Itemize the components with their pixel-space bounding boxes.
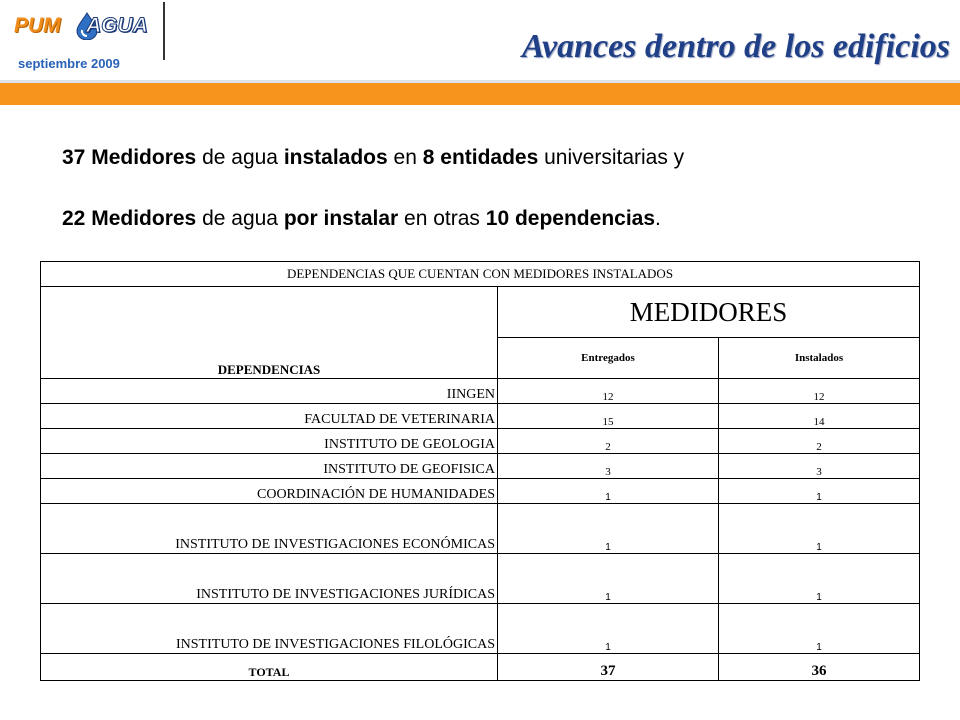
entregados-value: 2 xyxy=(498,429,719,454)
intro-text: de agua xyxy=(196,207,284,230)
table-row xyxy=(41,379,920,404)
instalados-value: 12 xyxy=(718,379,919,404)
intro-text: de agua xyxy=(196,146,284,169)
entregados-value: 1 xyxy=(498,554,719,604)
intro-bold: instalados xyxy=(283,146,388,169)
entregados-value: 1 xyxy=(498,479,719,504)
instalados-value: 1 xyxy=(718,604,919,654)
total-entregados: 37 xyxy=(498,654,719,681)
total-label: TOTAL xyxy=(41,654,498,681)
table-row xyxy=(41,479,920,504)
intro-number: 22 xyxy=(62,207,86,230)
total-instalados: 36 xyxy=(718,654,919,681)
dependencia-name: INSTITUTO DE INVESTIGACIONES ECONÓMICAS xyxy=(41,504,498,554)
header-divider xyxy=(163,2,165,60)
intro-text: universitarias y xyxy=(538,146,685,169)
dependencia-name: IINGEN xyxy=(41,379,498,404)
instalados-value: 1 xyxy=(718,479,919,504)
instalados-value: 1 xyxy=(718,504,919,554)
entregados-value: 1 xyxy=(498,604,719,654)
entregados-value: 15 xyxy=(498,404,719,429)
instalados-header: Instalados xyxy=(718,338,919,379)
total-row xyxy=(41,654,920,681)
intro-text: . xyxy=(655,207,661,230)
dependencia-name: COORDINACIÓN DE HUMANIDADES xyxy=(41,479,498,504)
intro-bold: entidades xyxy=(440,146,539,169)
table-row xyxy=(41,429,920,454)
intro-bold: dependencias xyxy=(514,207,656,230)
entregados-value: 3 xyxy=(498,454,719,479)
intro-line-2 xyxy=(62,207,661,231)
entregados-value: 12 xyxy=(498,379,719,404)
dependencia-name: INSTITUTO DE GEOLOGIA xyxy=(41,429,498,454)
page-title: Avances dentro de los edificios xyxy=(521,28,950,65)
table-caption: DEPENDENCIAS QUE CUENTAN CON MEDIDORES INSTALADOS xyxy=(41,262,920,287)
instalados-value: 1 xyxy=(718,554,919,604)
table-row xyxy=(41,504,920,554)
table-row xyxy=(41,604,920,654)
instalados-value: 14 xyxy=(718,404,919,429)
entregados-value: 1 xyxy=(498,504,719,554)
intro-number: 10 xyxy=(485,207,510,230)
intro-text: en otras xyxy=(398,207,486,230)
table-row xyxy=(41,454,920,479)
intro-bold: Medidores xyxy=(91,146,197,169)
medidores-header: MEDIDORES xyxy=(498,287,920,338)
dependencias-header: DEPENDENCIAS xyxy=(41,287,498,379)
instalados-value: 2 xyxy=(718,429,919,454)
logo-text-puma: PUM xyxy=(14,14,61,37)
medidores-table xyxy=(40,261,920,681)
intro-line-1 xyxy=(62,146,684,170)
dependencia-name: INSTITUTO DE GEOFISICA xyxy=(41,454,498,479)
dependencia-name: FACULTAD DE VETERINARIA xyxy=(41,404,498,429)
pumagua-logo xyxy=(14,10,154,44)
orange-banner xyxy=(0,83,960,105)
intro-number: 37 xyxy=(62,146,86,169)
entregados-header: Entregados xyxy=(498,338,719,379)
intro-bold: por instalar xyxy=(283,207,399,230)
intro-text: en xyxy=(387,146,423,169)
dependencia-name: INSTITUTO DE INVESTIGACIONES JURÍDICAS xyxy=(41,554,498,604)
logo-text-agua: AGUA xyxy=(86,14,148,37)
intro-bold: Medidores xyxy=(91,207,197,230)
table-row xyxy=(41,404,920,429)
instalados-value: 3 xyxy=(718,454,919,479)
intro-number: 8 xyxy=(422,146,435,169)
table-row xyxy=(41,554,920,604)
date-label: septiembre 2009 xyxy=(18,56,120,71)
dependencia-name: INSTITUTO DE INVESTIGACIONES FILOLÓGICAS xyxy=(41,604,498,654)
